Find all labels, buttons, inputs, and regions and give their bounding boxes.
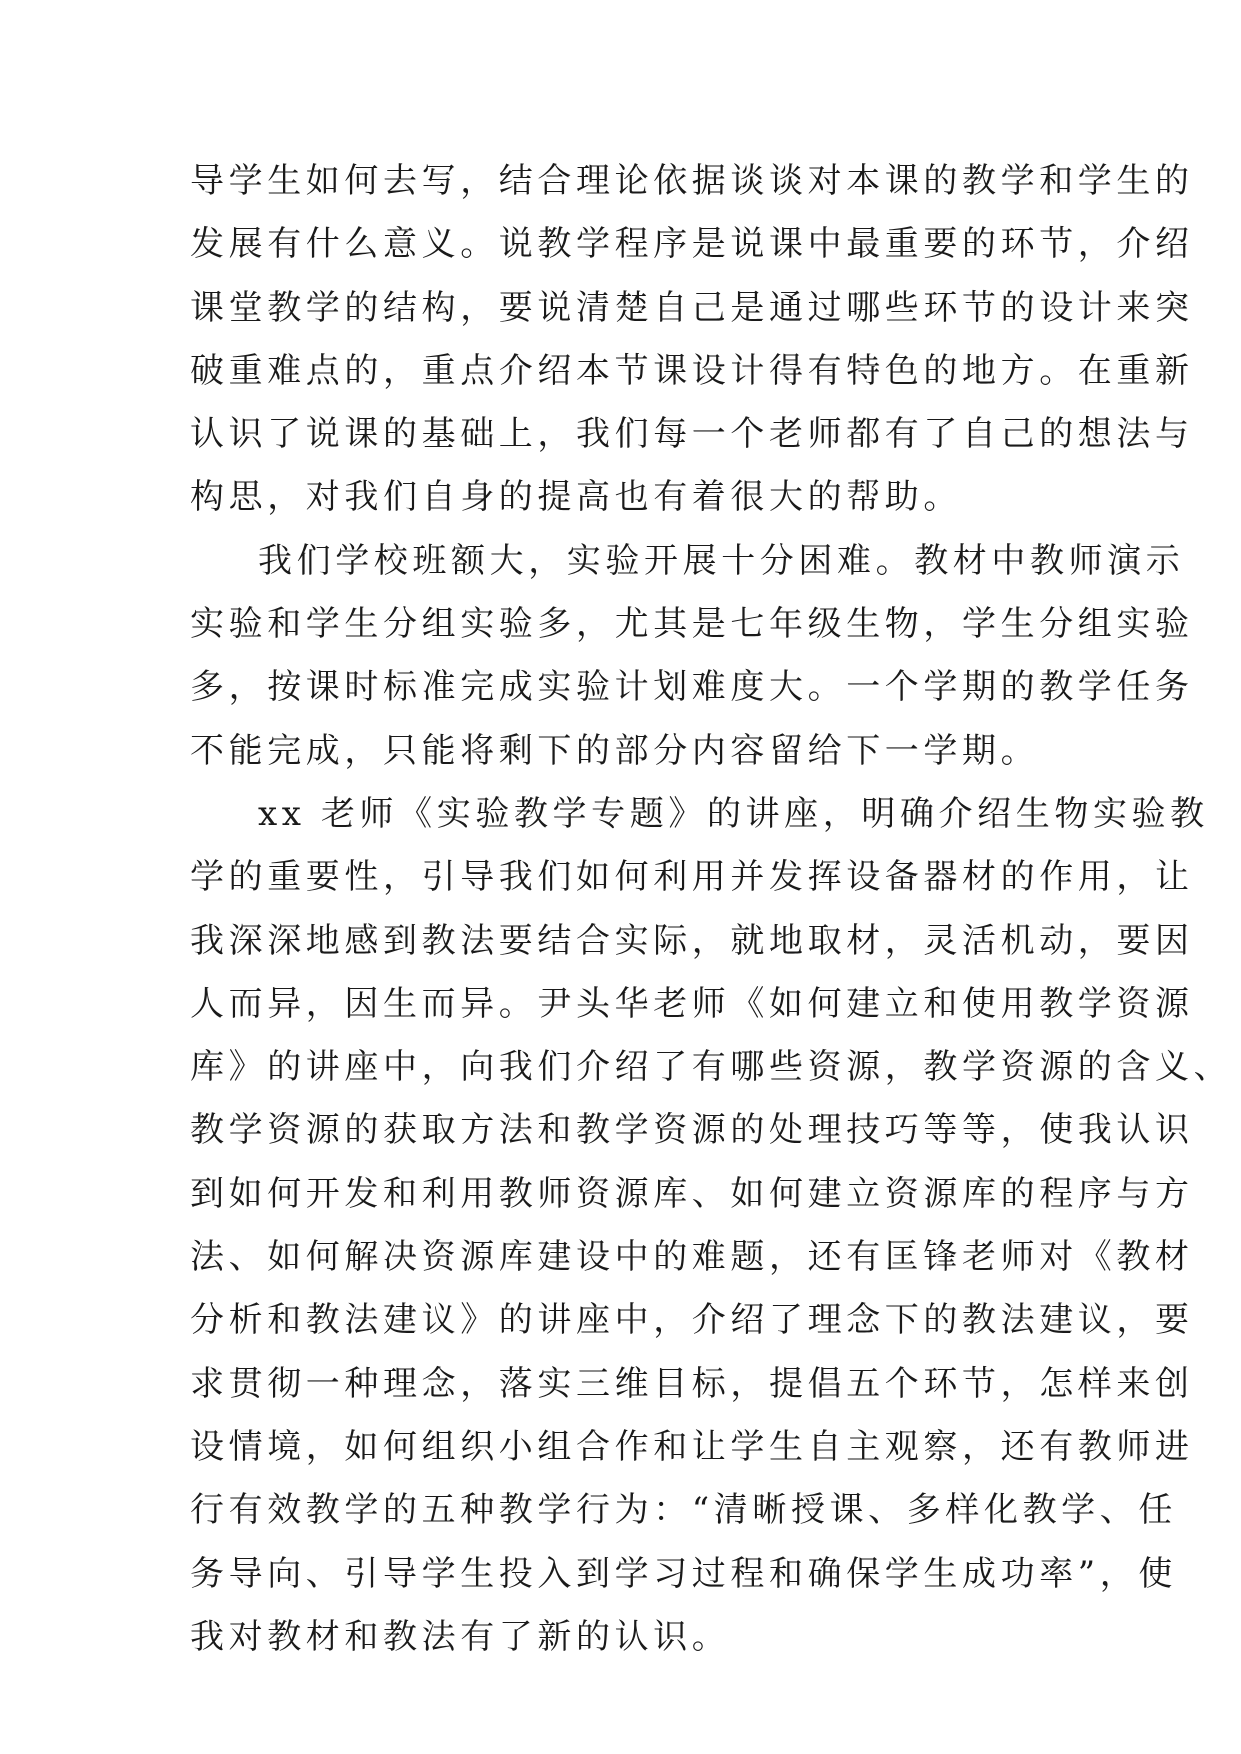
text-line: 到如何开发和利用教师资源库、如何建立资源库的程序与方 xyxy=(190,1173,1194,1214)
text-line: 构思，对我们自身的提高也有着很大的帮助。 xyxy=(190,477,962,518)
text-line: 实验和学生分组实验多，尤其是七年级生物，学生分组实验 xyxy=(190,604,1194,645)
text-line: 设情境，如何组织小组合作和让学生自主观察，还有教师进 xyxy=(190,1426,1194,1467)
text-line: 认识了说课的基础上，我们每一个老师都有了自己的想法与 xyxy=(190,414,1194,455)
text-line: 多，按课时标准完成实验计划难度大。一个学期的教学任务 xyxy=(190,667,1194,708)
text-line: 我对教材和教法有了新的认识。 xyxy=(190,1616,731,1657)
text-line: 务导向、引导学生投入到学习过程和确保学生成功率”，使 xyxy=(190,1553,1177,1594)
text-line: 不能完成，只能将剩下的部分内容留给下一学期。 xyxy=(190,730,1040,771)
body-text xyxy=(190,150,1233,1669)
text-line: 我深深地感到教法要结合实际，就地取材，灵活机动，要因 xyxy=(190,920,1194,961)
text-line: 分析和教法建议》的讲座中，介绍了理念下的教法建议，要 xyxy=(190,1300,1194,1341)
text-line: 破重难点的，重点介绍本节课设计得有特色的地方。在重新 xyxy=(190,350,1194,391)
text-line: 行有效教学的五种教学行为：“清晰授课、多样化教学、任 xyxy=(190,1490,1177,1531)
text-line: 法、如何解决资源库建设中的难题，还有匡锋老师对《教材 xyxy=(190,1237,1194,1278)
text-line: 库》的讲座中，向我们介绍了有哪些资源，教学资源的含义、 xyxy=(190,1047,1233,1088)
paragraph-first-line: 我们学校班额大，实验开展十分困难。教材中教师演示 xyxy=(258,540,1185,581)
text-line: 发展有什么意义。说教学程序是说课中最重要的环节，介绍 xyxy=(190,224,1194,265)
paragraph-first-line: xx 老师《实验教学专题》的讲座，明确介绍生物实验教 xyxy=(258,793,1209,834)
text-line: 导学生如何去写，结合理论依据谈谈对本课的教学和学生的 xyxy=(190,161,1194,201)
text-line: 课堂教学的结构，要说清楚自己是通过哪些环节的设计来突 xyxy=(190,287,1194,328)
text-line: 学的重要性，引导我们如何利用并发挥设备器材的作用，让 xyxy=(190,857,1194,898)
text-line: 教学资源的获取方法和教学资源的处理技巧等等，使我认识 xyxy=(190,1110,1194,1151)
text-line: 求贯彻一种理念，落实三维目标，提倡五个环节，怎样来创 xyxy=(190,1363,1194,1404)
text-line: 人而异，因生而异。尹头华老师《如何建立和使用教学资源 xyxy=(190,983,1194,1024)
